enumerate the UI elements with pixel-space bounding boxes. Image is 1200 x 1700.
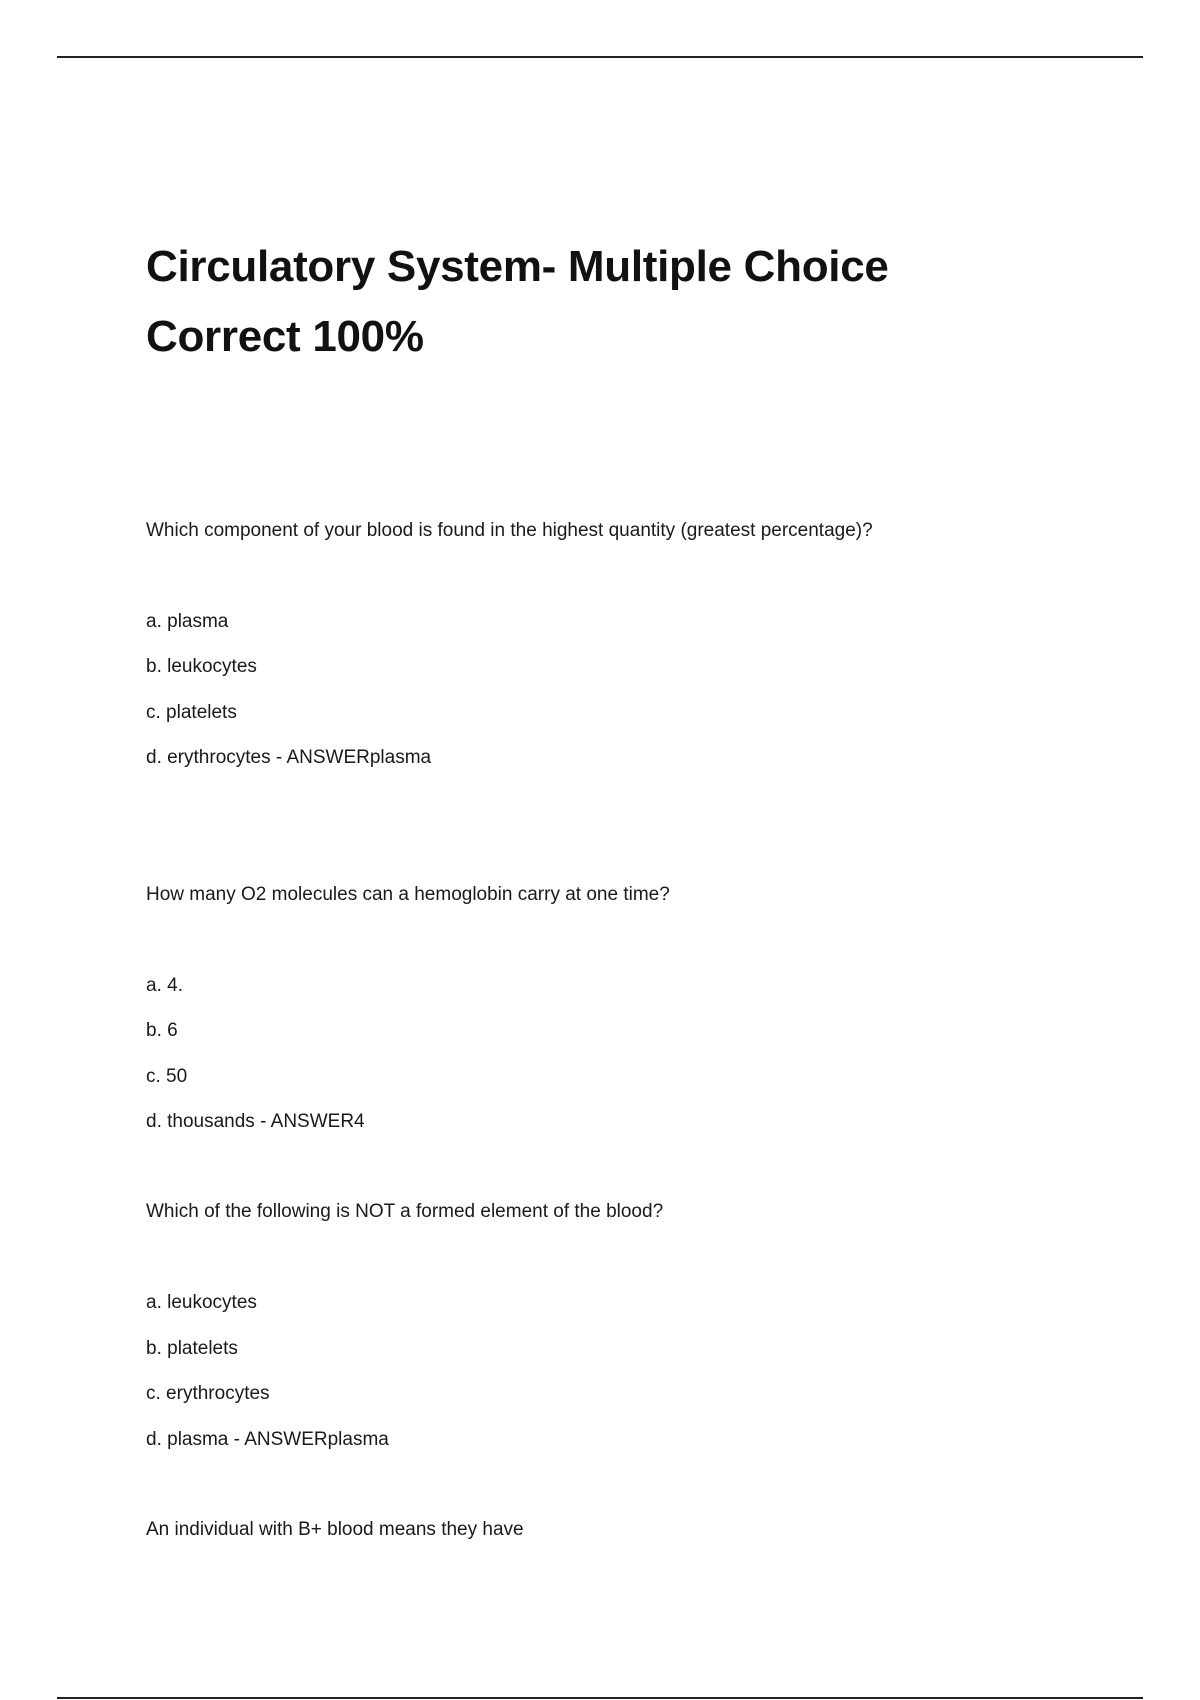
question-3-option-d-answer: d. plasma - ANSWERplasma	[146, 1429, 389, 1450]
question-3-option-c: c. erythrocytes	[146, 1383, 270, 1404]
question-1-option-b: b. leukocytes	[146, 656, 257, 677]
header-rule	[57, 56, 1143, 58]
question-1-option-c: c. platelets	[146, 702, 237, 723]
footer-rule	[57, 1697, 1143, 1699]
question-3-option-a: a. leukocytes	[146, 1292, 257, 1313]
question-2-option-a: a. 4.	[146, 975, 183, 996]
question-2-text: How many O2 molecules can a hemoglobin carry at one time?	[146, 884, 670, 905]
question-2-option-d-answer: d. thousands - ANSWER4	[146, 1111, 365, 1132]
title-line-2: Correct 100%	[146, 312, 424, 361]
question-1-text: Which component of your blood is found in the highest quantity (greatest percentage)?	[146, 520, 873, 541]
question-1-option-d-answer: d. erythrocytes - ANSWERplasma	[146, 747, 432, 768]
question-3-option-b: b. platelets	[146, 1338, 238, 1359]
question-3-text: Which of the following is NOT a formed element of the blood?	[146, 1201, 664, 1222]
document-title	[146, 232, 1106, 372]
question-2-option-c: c. 50	[146, 1066, 188, 1087]
question-2-option-b: b. 6	[146, 1020, 178, 1041]
question-4-text: An individual with B+ blood means they have	[146, 1519, 524, 1540]
title-line-1: Circulatory System- Multiple Choice	[146, 242, 889, 291]
question-1-option-a: a. plasma	[146, 611, 229, 632]
